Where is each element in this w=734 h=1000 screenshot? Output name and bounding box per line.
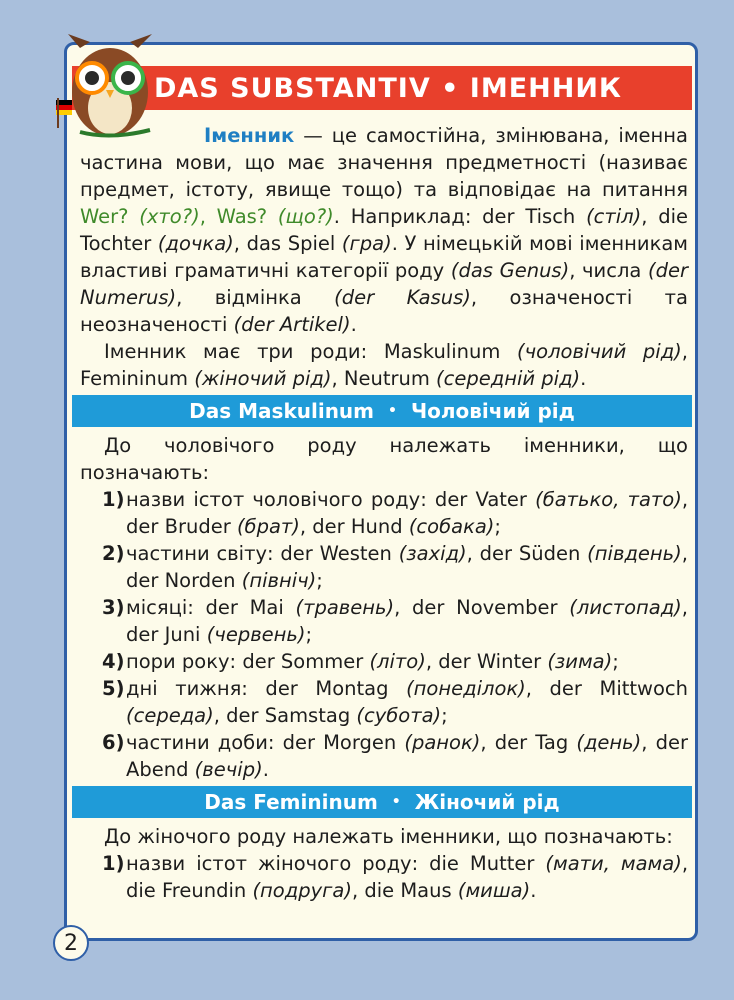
femininum-section xyxy=(80,823,688,904)
page-number: 2 xyxy=(53,925,89,961)
list-item: 5) дні тижня: der Montag (понеділок), der Mittwoch (середа), der Samstag (субота); xyxy=(102,677,689,727)
maskulinum-lead: До чоловічого роду належать іменники, що позначають: xyxy=(80,434,688,484)
section-heading-femininum: Das Femininum • Жіночий рід xyxy=(72,786,692,818)
list-item: 3) місяці: der Mai (травень), der November (листопад), der Juni (червень); xyxy=(102,596,688,646)
section-heading-maskulinum: Das Maskulinum • Чоловічий рід xyxy=(72,395,692,427)
femininum-list xyxy=(80,850,688,904)
intro-paragraph: Іменник — це самостійна, змінювана, іменна частина мови, що має значення предметності (називає предмет, істоту, явище тощо) та відповідає на питання Wer? (хто?), Was? (що?). Наприклад: der Tisch (стіл), die Tochter (дочка), das Spiel (гра). У німецькій мові іменникам властиві граматичні категорії роду (das Genus), числа (der Numerus), відмінка (der Kasus), означеності та неозначеності (der Artikel). Іменник має три роди: Maskulinum (чоловічий рід), Femininum (жіночий рід), Neutrum (середній рід). xyxy=(80,124,689,390)
list-item: 6) частини доби: der Morgen (ранок), der Tag (день), der Abend (вечір). xyxy=(102,731,688,781)
maskulinum-list xyxy=(80,486,688,783)
page-title: DAS SUBSTANTIV • IМЕННИК xyxy=(72,66,692,110)
term-highlight: Іменник xyxy=(204,124,295,147)
femininum-lead: До жіночого роду належать іменники, що позначають: xyxy=(104,825,673,848)
list-item: 2) частини світу: der Westen (захід), der Süden (південь), der Norden (північ); xyxy=(102,542,688,592)
list-item: 4) пори року: der Sommer (літо), der Winter (зима); xyxy=(102,650,619,673)
list-item: 1) назви істот чоловічого роду: der Vater (батько, тато), der Bruder (брат), der Hund (собака); xyxy=(102,488,689,538)
maskulinum-section xyxy=(80,432,688,783)
genders-paragraph: Іменник має три роди: Maskulinum (чоловічий рід), Femininum (жіночий рід), Neutrum (середній рід). xyxy=(80,340,688,390)
list-item: 1) назви істот жіночого роду: die Mutter (мати, мама), die Freundin (подруга), die Maus (миша). xyxy=(102,852,689,902)
